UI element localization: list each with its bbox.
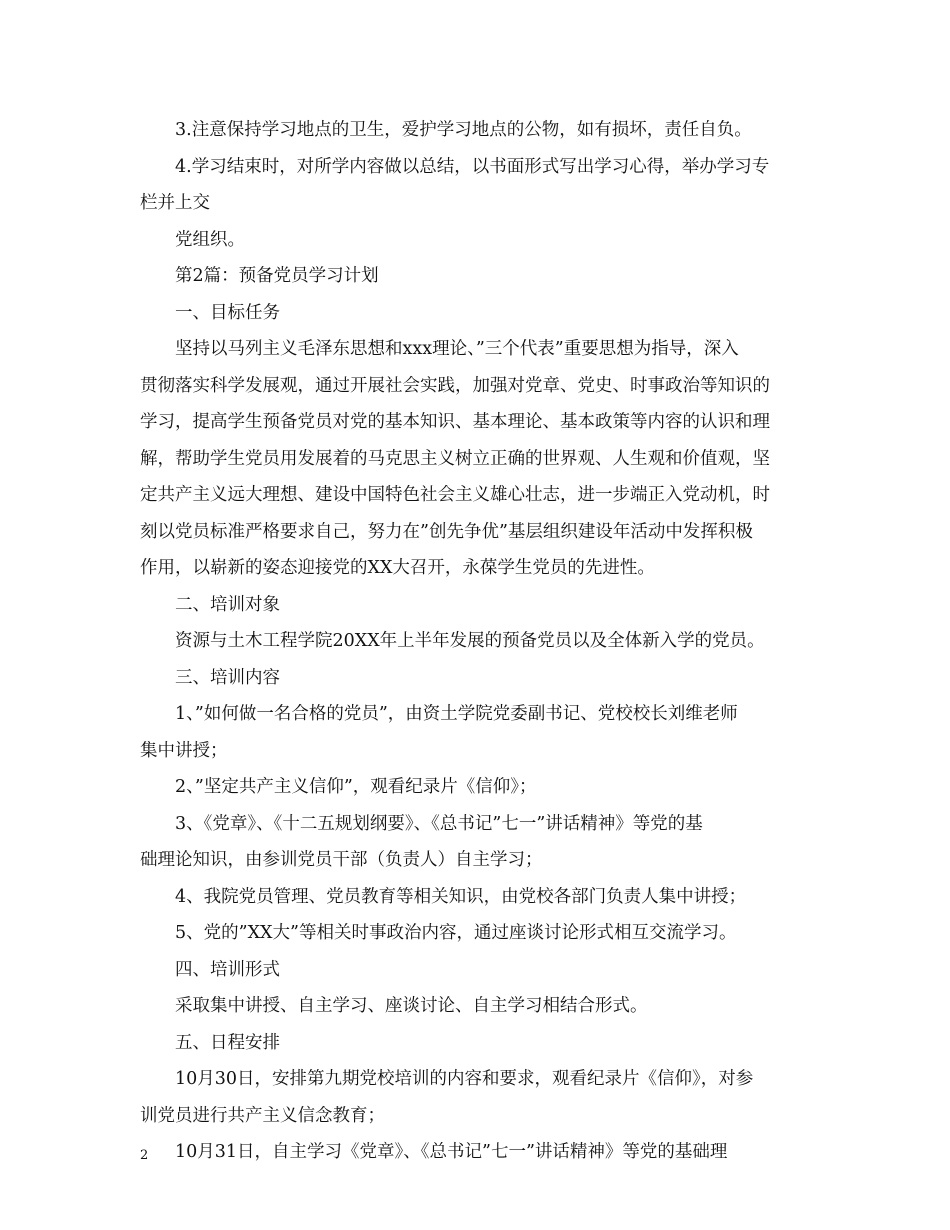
text-line: 学习，提高学生预备党员对党的基本知识、基本理论、基本政策等内容的认识和理 (140, 412, 770, 432)
text-line: 资源与土木工程学院20XX年上半年发展的预备党员以及全体新入学的党员。 (175, 631, 765, 651)
text-line: 作用，以崭新的姿态迎接党的XX大召开，永葆学生党员的先进性。 (140, 558, 655, 578)
text-line: 础理论知识，由参训党员干部（负责人）自主学习； (140, 850, 543, 870)
section-heading: 五、日程安排 (175, 1032, 280, 1053)
section-heading: 四、培训形式 (175, 959, 280, 980)
text-line: 定共产主义远大理想、建设中国特色社会主义雄心壮志，进一步端正入党动机，时 (140, 485, 770, 505)
section-title: 第2篇：预备党员学习计划 (175, 266, 379, 286)
text-line: 坚持以马列主义毛泽东思想和xxx理论、”三个代表”重要思想为指导，深入 (175, 339, 739, 359)
page-number: 2 (140, 1148, 149, 1163)
text-line: 5、党的”XX大”等相关时事政治内容，通过座谈讨论形式相互交流学习。 (175, 923, 737, 943)
text-line: 贯彻落实科学发展观，通过开展社会实践，加强对党章、党史、时事政治等知识的 (140, 375, 770, 396)
document-body (140, 112, 812, 1171)
text-line: 3.注意保持学习地点的卫生，爱护学习地点的公物，如有损坏，责任自负。 (175, 120, 752, 140)
section-heading: 三、培训内容 (175, 667, 280, 688)
text-line: 10月30日，安排第九期党校培训的内容和要求，观看纪录片《信仰》，对参 (175, 1069, 754, 1089)
text-line: 4、我院党员管理、党员教育等相关知识，由党校各部门负责人集中讲授； (175, 886, 747, 907)
text-line: 3、《党章》、《十二五规划纲要》、《总书记”七一”讲话精神》等党的基 (175, 813, 703, 834)
text-line: 解，帮助学生党员用发展着的马克思主义树立正确的世界观、人生观和价值观，坚 (140, 448, 770, 469)
text-line: 4.学习结束时，对所学内容做以总结，以书面形式写出学习心得，举办学习专 (175, 156, 770, 177)
section-heading: 二、培训对象 (175, 594, 280, 615)
text-line: 10月31日，自主学习《党章》、《总书记”七一”讲话精神》等党的基础理 (175, 1142, 728, 1162)
text-line: 2、”坚定共产主义信仰”，观看纪录片《信仰》； (175, 777, 537, 797)
text-line: 栏并上交 (140, 193, 210, 213)
text-line: 训党员进行共产主义信念教育； (140, 1105, 385, 1126)
section-heading: 一、目标任务 (175, 302, 280, 323)
text-line: 采取集中讲授、自主学习、座谈讨论、自主学习相结合形式。 (175, 996, 648, 1016)
text-line: 集中讲授； (140, 740, 228, 761)
text-line: 刻以党员标准严格要求自己，努力在”创先争优”基层组织建设年活动中发挥积极 (140, 521, 753, 542)
text-line: 党组织。 (175, 229, 245, 250)
text-line: 1、”如何做一名合格的党员”，由资土学院党委副书记、党校校长刘维老师 (175, 704, 738, 724)
